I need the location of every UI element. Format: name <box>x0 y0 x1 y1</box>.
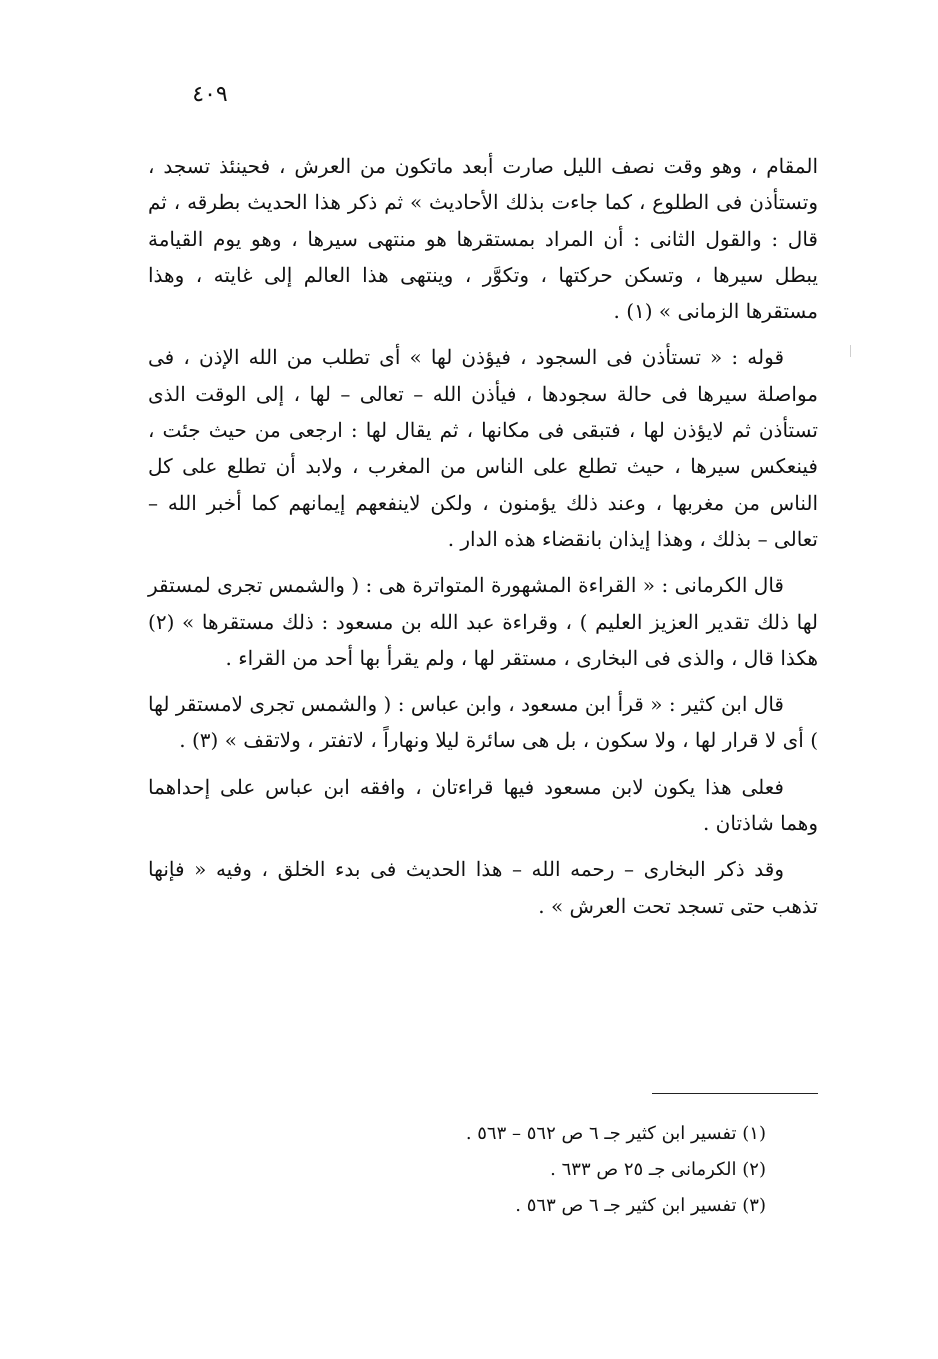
paragraph: قوله : « تستأذن فى السجود ، فيؤذن لها » أى تطلب من الله الإذن ، فى مواصلة سيرها فى حالة سجودها ، فيأذن الله – تعالى – لها ، إلى الوقت الذى تستأذن ثم لايؤذن لها ، فتبقى فى مكانها ، ثم يقال لها : ارجعى من حيث جئت ، فينعكس سيرها ، حيث تطلع على الناس من المغرب ، ولابد أن تطلع على كل الناس من مغربها ، وعند ذلك يؤمنون ، ولكن لاينفعهم إيمانهم كما أخبر الله – تعالى – بذلك ، وهذا إيذان بانقضاء هذه الدار . <box>148 345 818 551</box>
footnotes <box>300 1116 766 1224</box>
footnote-separator <box>652 1093 818 1094</box>
paragraph: قال الكرمانى : « القراءة المشهورة المتواترة هى : ( والشمس تجرى لمستقر لها ذلك تقدير العزيز العليم ) ، وقراءة عبد الله بن مسعود : ذلك مستقرها » (٢) هكذا قال ، والذى فى البخارى ، مستقر لها ، ولم يقرأ بها أحد من القراء . <box>148 573 818 670</box>
main-text <box>148 148 818 934</box>
paragraph: وقد ذكر البخارى – رحمه الله – هذا الحديث فى بدء الخلق ، وفيه « فإنها تذهب حتى تسجد تحت العرش » . <box>148 857 818 918</box>
scan-mark <box>850 345 851 357</box>
footnote: (٢) الكرمانى جـ ٢٥ ص ٦٣٣ . <box>550 1159 766 1180</box>
footnote: (١) تفسير ابن كثير جـ ٦ ص ٥٦٢ – ٥٦٣ . <box>465 1123 766 1144</box>
page-number: ٤٠٩ <box>192 82 228 107</box>
paragraph: فعلى هذا يكون لابن مسعود فيها قراءتان ، وافقه ابن عباس على إحداهما وهما شاذتان . <box>148 774 818 836</box>
footnote: (٣) تفسير ابن كثير جـ ٦ ص ٥٦٣ . <box>515 1195 766 1216</box>
paragraph: قال ابن كثير : « قرأ ابن مسعود ، وابن عباس : ( والشمس تجرى لامستقر لها ) أى لا قرار لها ، ولا سكون ، بل هى سائرة ليلا ونهاراً ، لاتفتر ، ولاتقف » (٣) . <box>148 692 818 753</box>
paragraph: المقام ، وهو وقت نصف الليل صارت أبعد ماتكون من العرش ، فحينئذ تسجد ، وتستأذن فى الطلوع ، كما جاءت بذلك الأحاديث » ثم ذكر هذا الحديث بطرقه ، ثم قال : والقول الثانى : أن المراد بمستقرها هو منتهى سيرها ، وهو يوم القيامة يبطل سيرها ، وتسكن حركتها ، وتكوَّر ، وينتهى هذا العالم إلى غايته ، وهذا مستقرها الزمانى » (١) . <box>148 154 818 324</box>
